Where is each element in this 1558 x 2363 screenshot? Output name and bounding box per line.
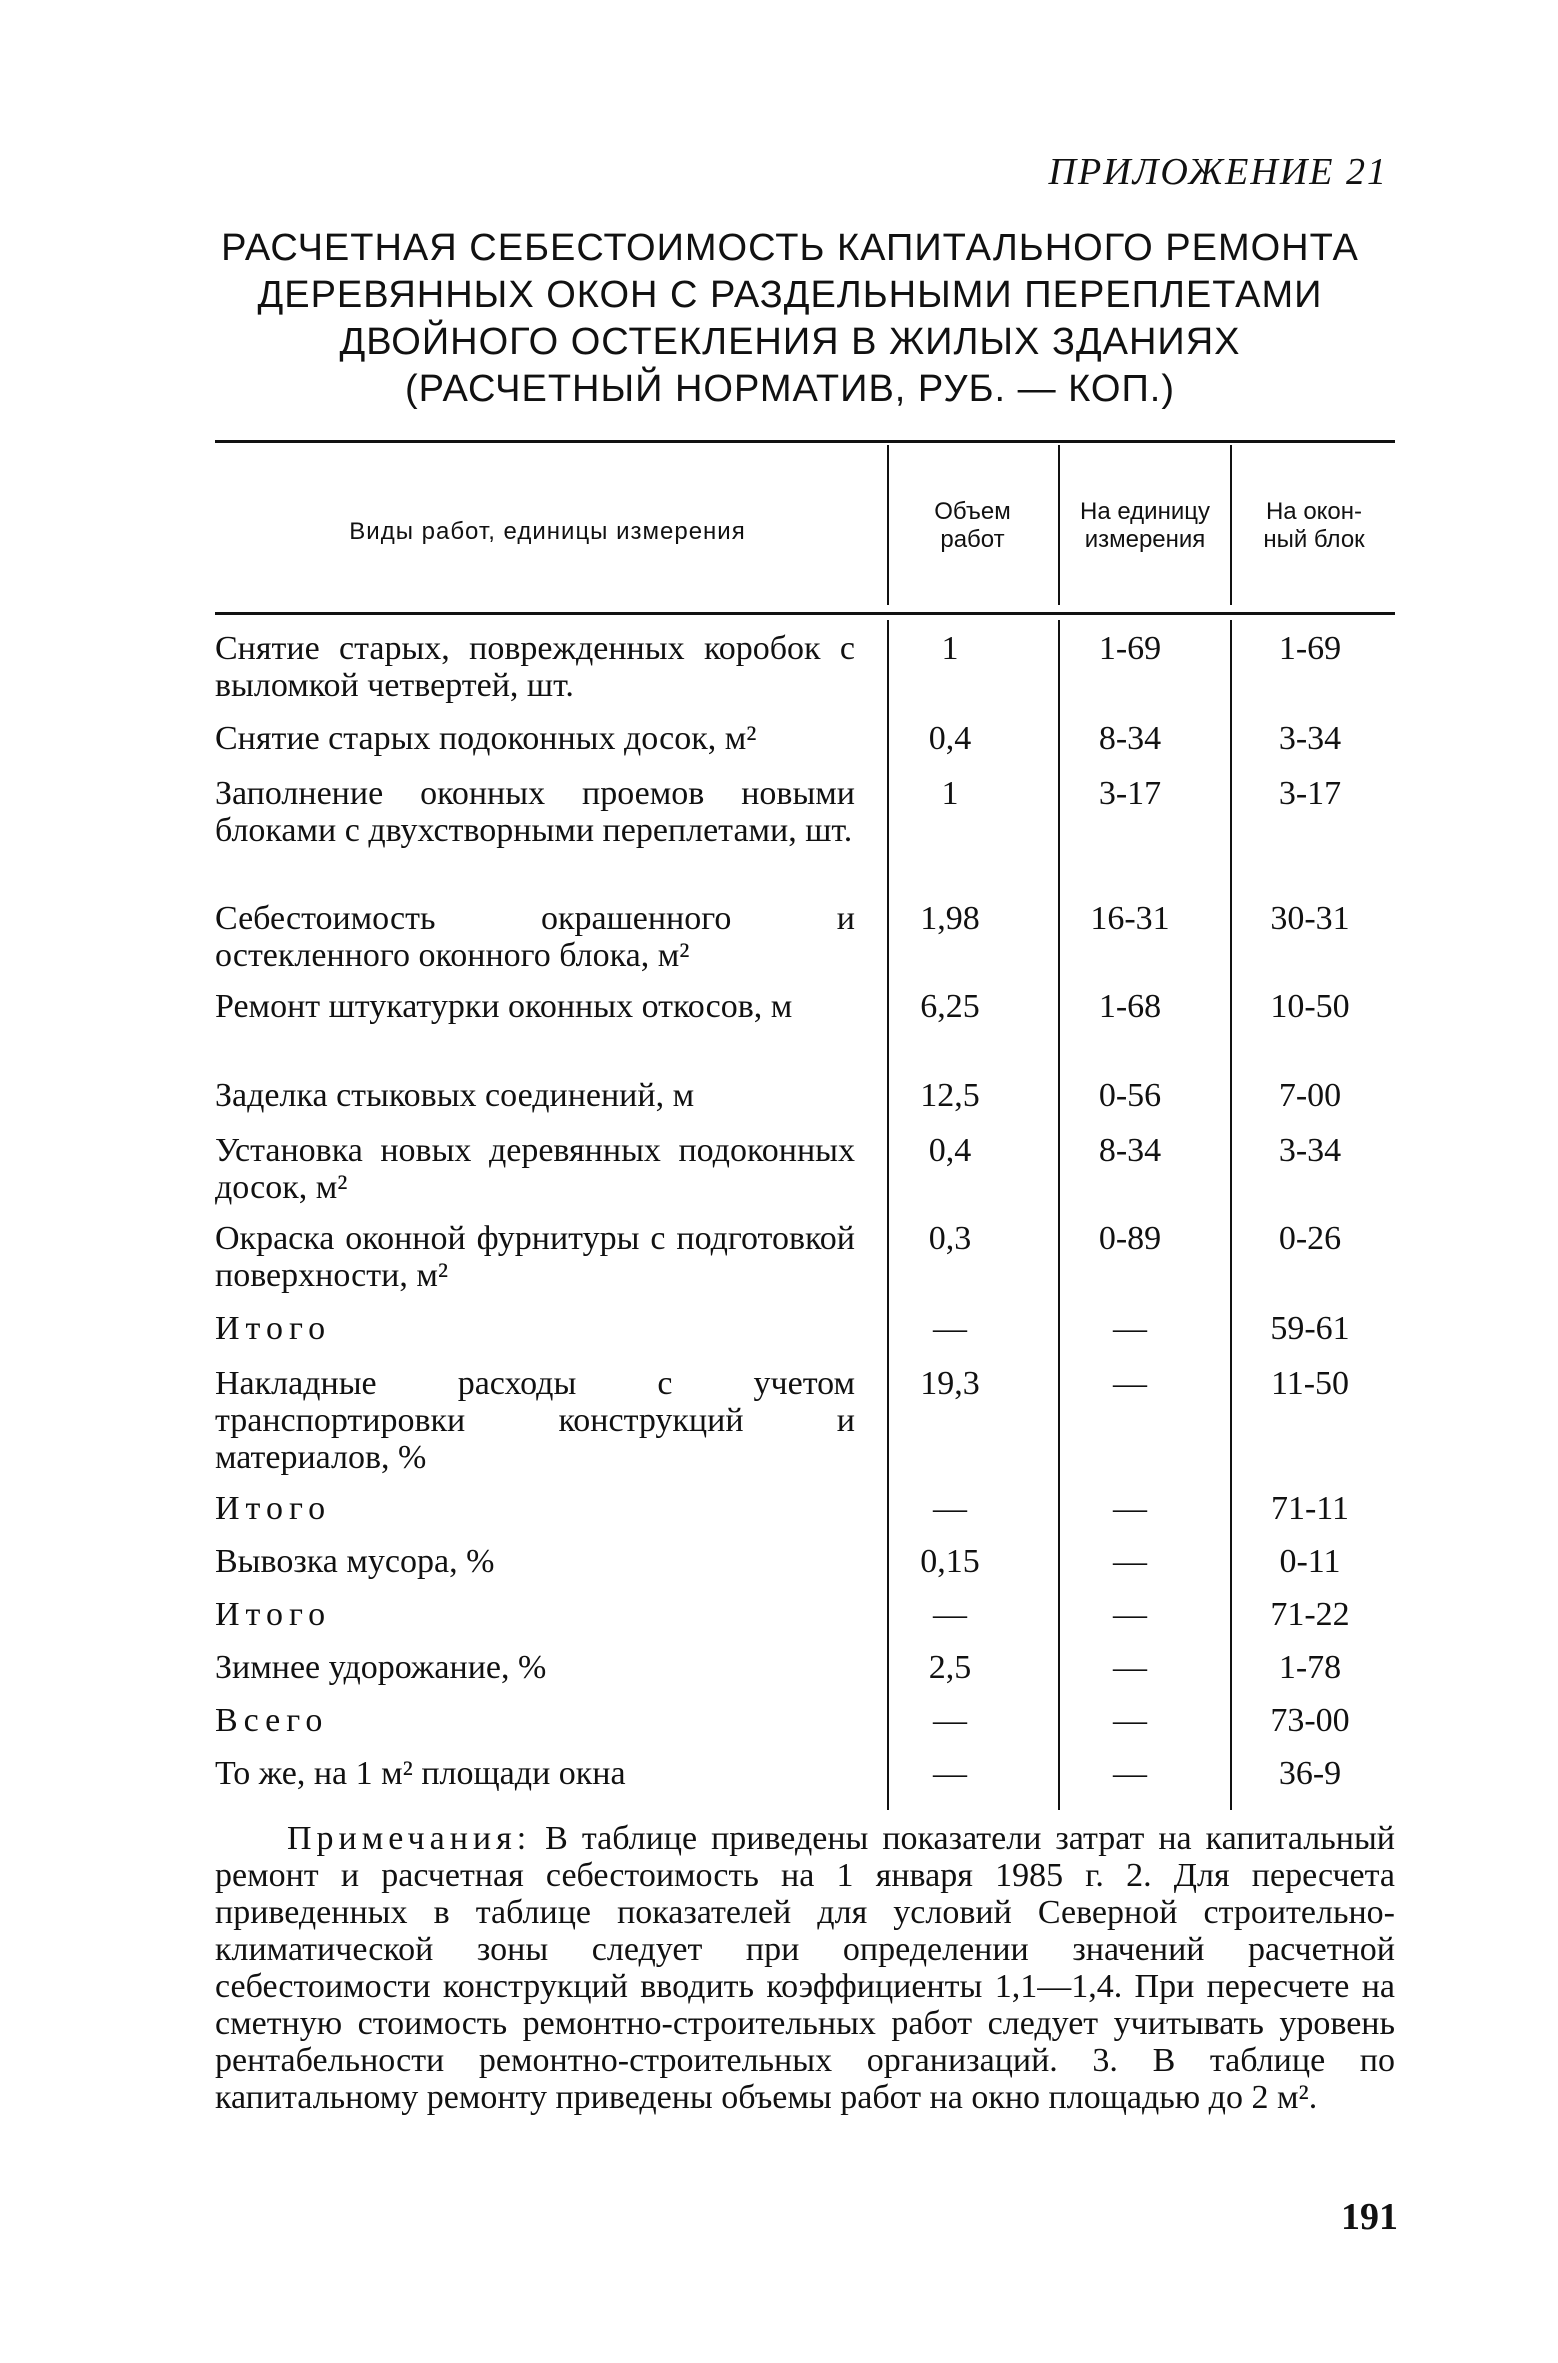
header-per-block bbox=[1233, 498, 1395, 554]
header-per-unit-line: измерения bbox=[1084, 526, 1206, 553]
table-top-rule bbox=[215, 440, 1395, 443]
header-per-unit bbox=[1061, 498, 1229, 554]
header-per-unit-line: На единицу bbox=[1080, 498, 1210, 525]
row-per-unit: 8-34 bbox=[1098, 720, 1162, 757]
row-per-block: 71-22 bbox=[1270, 1596, 1350, 1633]
row-per-unit: 0-89 bbox=[1098, 1220, 1162, 1257]
row-per-unit: — bbox=[1113, 1365, 1147, 1402]
title-line: (РАСЧЕТНЫЙ НОРМАТИВ, РУБ. — КОП.) bbox=[405, 368, 1175, 410]
row-per-block: 11-50 bbox=[1270, 1365, 1350, 1402]
header-volume-line: работ bbox=[940, 526, 1005, 553]
table-header-rule bbox=[215, 612, 1395, 615]
notes bbox=[215, 1820, 1395, 2116]
row-volume: 0,15 bbox=[920, 1543, 980, 1580]
row-per-block: 30-31 bbox=[1270, 900, 1350, 937]
row-per-block: 1-78 bbox=[1278, 1649, 1342, 1686]
row-name: Установка новых деревянных подоконных досок, м² bbox=[215, 1132, 855, 1206]
notes-text: В таблице приведены показатели затрат на капитальный ремонт и расчетная себестоимость на 1 января 1985 г. 2. Для пересчета приведенных в таблице показателей для условий Северной строительно-климатической зоны следует при определении значений расчетной себестоимости конструкций вводить коэффициенты 1,1—1,4. При пересчете на сметную стоимость ремонтно-строительных работ следует учитывать уровень рентабельности ремонтно-строительных организаций. 3. В таблице по капитальному ремонту приведены объемы работ на окно площадью до 2 м². bbox=[215, 1820, 1396, 2116]
appendix-label: ПРИЛОЖЕНИЕ 21 bbox=[1048, 151, 1388, 193]
row-volume: 6,25 bbox=[920, 988, 980, 1025]
row-per-unit: 0-56 bbox=[1098, 1077, 1162, 1114]
row-per-unit: 8-34 bbox=[1098, 1132, 1162, 1169]
row-name: Всего bbox=[215, 1702, 329, 1739]
row-per-block: 3-34 bbox=[1278, 720, 1342, 757]
row-per-block: 7-00 bbox=[1278, 1077, 1342, 1114]
row-volume: 0,3 bbox=[928, 1220, 972, 1257]
header-divider bbox=[1230, 445, 1232, 605]
title-line: РАСЧЕТНАЯ СЕБЕСТОИМОСТЬ КАПИТАЛЬНОГО РЕМОНТА bbox=[221, 227, 1359, 269]
row-volume: 2,5 bbox=[928, 1649, 972, 1686]
header-work-type: Виды работ, единицы измерения bbox=[349, 518, 746, 545]
row-per-unit: — bbox=[1113, 1755, 1147, 1792]
header-per-block-line: На окон- bbox=[1265, 498, 1363, 525]
row-volume: — bbox=[933, 1596, 967, 1633]
row-per-block: 59-61 bbox=[1270, 1310, 1350, 1347]
row-per-block: 1-69 bbox=[1278, 630, 1342, 667]
row-volume: 12,5 bbox=[920, 1077, 980, 1114]
row-volume: 1,98 bbox=[920, 900, 980, 937]
row-name: Снятие старых подоконных досок, м² bbox=[215, 720, 757, 757]
title-line: ДВОЙНОГО ОСТЕКЛЕНИЯ В ЖИЛЫХ ЗДАНИЯХ bbox=[339, 321, 1241, 363]
row-per-block: 10-50 bbox=[1270, 988, 1350, 1025]
row-per-block: 0-26 bbox=[1278, 1220, 1342, 1257]
row-volume: 0,4 bbox=[928, 1132, 972, 1169]
row-volume: 19,3 bbox=[920, 1365, 980, 1402]
row-per-block: 36-9 bbox=[1278, 1755, 1342, 1792]
page-number: 191 bbox=[1341, 2196, 1398, 2238]
row-name: Заполнение оконных проемов новыми блоками с двухстворными переплетами, шт. bbox=[215, 775, 855, 849]
row-name: Снятие старых, поврежденных коробок с выломкой четвертей, шт. bbox=[215, 630, 855, 704]
row-per-unit: 1-68 bbox=[1098, 988, 1162, 1025]
row-volume: — bbox=[933, 1702, 967, 1739]
row-per-unit: — bbox=[1113, 1490, 1147, 1527]
column-divider bbox=[1230, 620, 1232, 1810]
row-name: Окраска оконной фурнитуры с подготовкой поверхности, м² bbox=[215, 1220, 855, 1294]
row-name: Заделка стыковых соединений, м bbox=[215, 1077, 695, 1114]
row-name: Ремонт штукатурки оконных откосов, м bbox=[215, 988, 793, 1025]
row-name: Итого bbox=[215, 1490, 332, 1527]
row-per-block: 0-11 bbox=[1279, 1543, 1341, 1580]
row-name: Итого bbox=[215, 1310, 332, 1347]
header-divider bbox=[1058, 445, 1060, 605]
row-name: Накладные расходы с учетом транспортировки конструкций и материалов, % bbox=[215, 1365, 855, 1476]
row-volume: — bbox=[933, 1755, 967, 1792]
row-per-block: 71-11 bbox=[1270, 1490, 1350, 1527]
row-volume: 0,4 bbox=[928, 720, 972, 757]
row-per-unit: — bbox=[1113, 1310, 1147, 1347]
header-volume-line: Объем bbox=[934, 498, 1011, 525]
row-name: То же, на 1 м² площади окна bbox=[215, 1755, 626, 1792]
row-name: Итого bbox=[215, 1596, 332, 1633]
title-line: ДЕРЕВЯННЫХ ОКОН С РАЗДЕЛЬНЫМИ ПЕРЕПЛЕТАМИ bbox=[257, 274, 1323, 316]
row-per-block: 73-00 bbox=[1270, 1702, 1350, 1739]
row-volume: 1 bbox=[941, 630, 959, 667]
row-name: Себестоимость окрашенного и остекленного оконного блока, м² bbox=[215, 900, 855, 974]
row-per-unit: 1-69 bbox=[1098, 630, 1162, 667]
row-per-unit: — bbox=[1113, 1596, 1147, 1633]
header-divider bbox=[887, 445, 889, 605]
column-divider bbox=[887, 620, 889, 1810]
row-per-unit: — bbox=[1113, 1702, 1147, 1739]
row-per-unit: 3-17 bbox=[1098, 775, 1162, 812]
row-volume: — bbox=[933, 1490, 967, 1527]
row-per-block: 3-34 bbox=[1278, 1132, 1342, 1169]
row-per-unit: 16-31 bbox=[1090, 900, 1170, 937]
row-volume: — bbox=[933, 1310, 967, 1347]
row-per-block: 3-17 bbox=[1278, 775, 1342, 812]
document-title bbox=[200, 225, 1380, 413]
header-volume bbox=[890, 498, 1055, 554]
row-name: Зимнее удорожание, % bbox=[215, 1649, 547, 1686]
notes-label: Примечания: bbox=[287, 1820, 532, 1857]
row-per-unit: — bbox=[1113, 1543, 1147, 1580]
header-per-block-line: ный блок bbox=[1263, 526, 1365, 553]
row-name: Вывозка мусора, % bbox=[215, 1543, 495, 1580]
row-volume: 1 bbox=[941, 775, 959, 812]
row-per-unit: — bbox=[1113, 1649, 1147, 1686]
column-divider bbox=[1058, 620, 1060, 1810]
cost-table bbox=[215, 440, 1395, 1810]
